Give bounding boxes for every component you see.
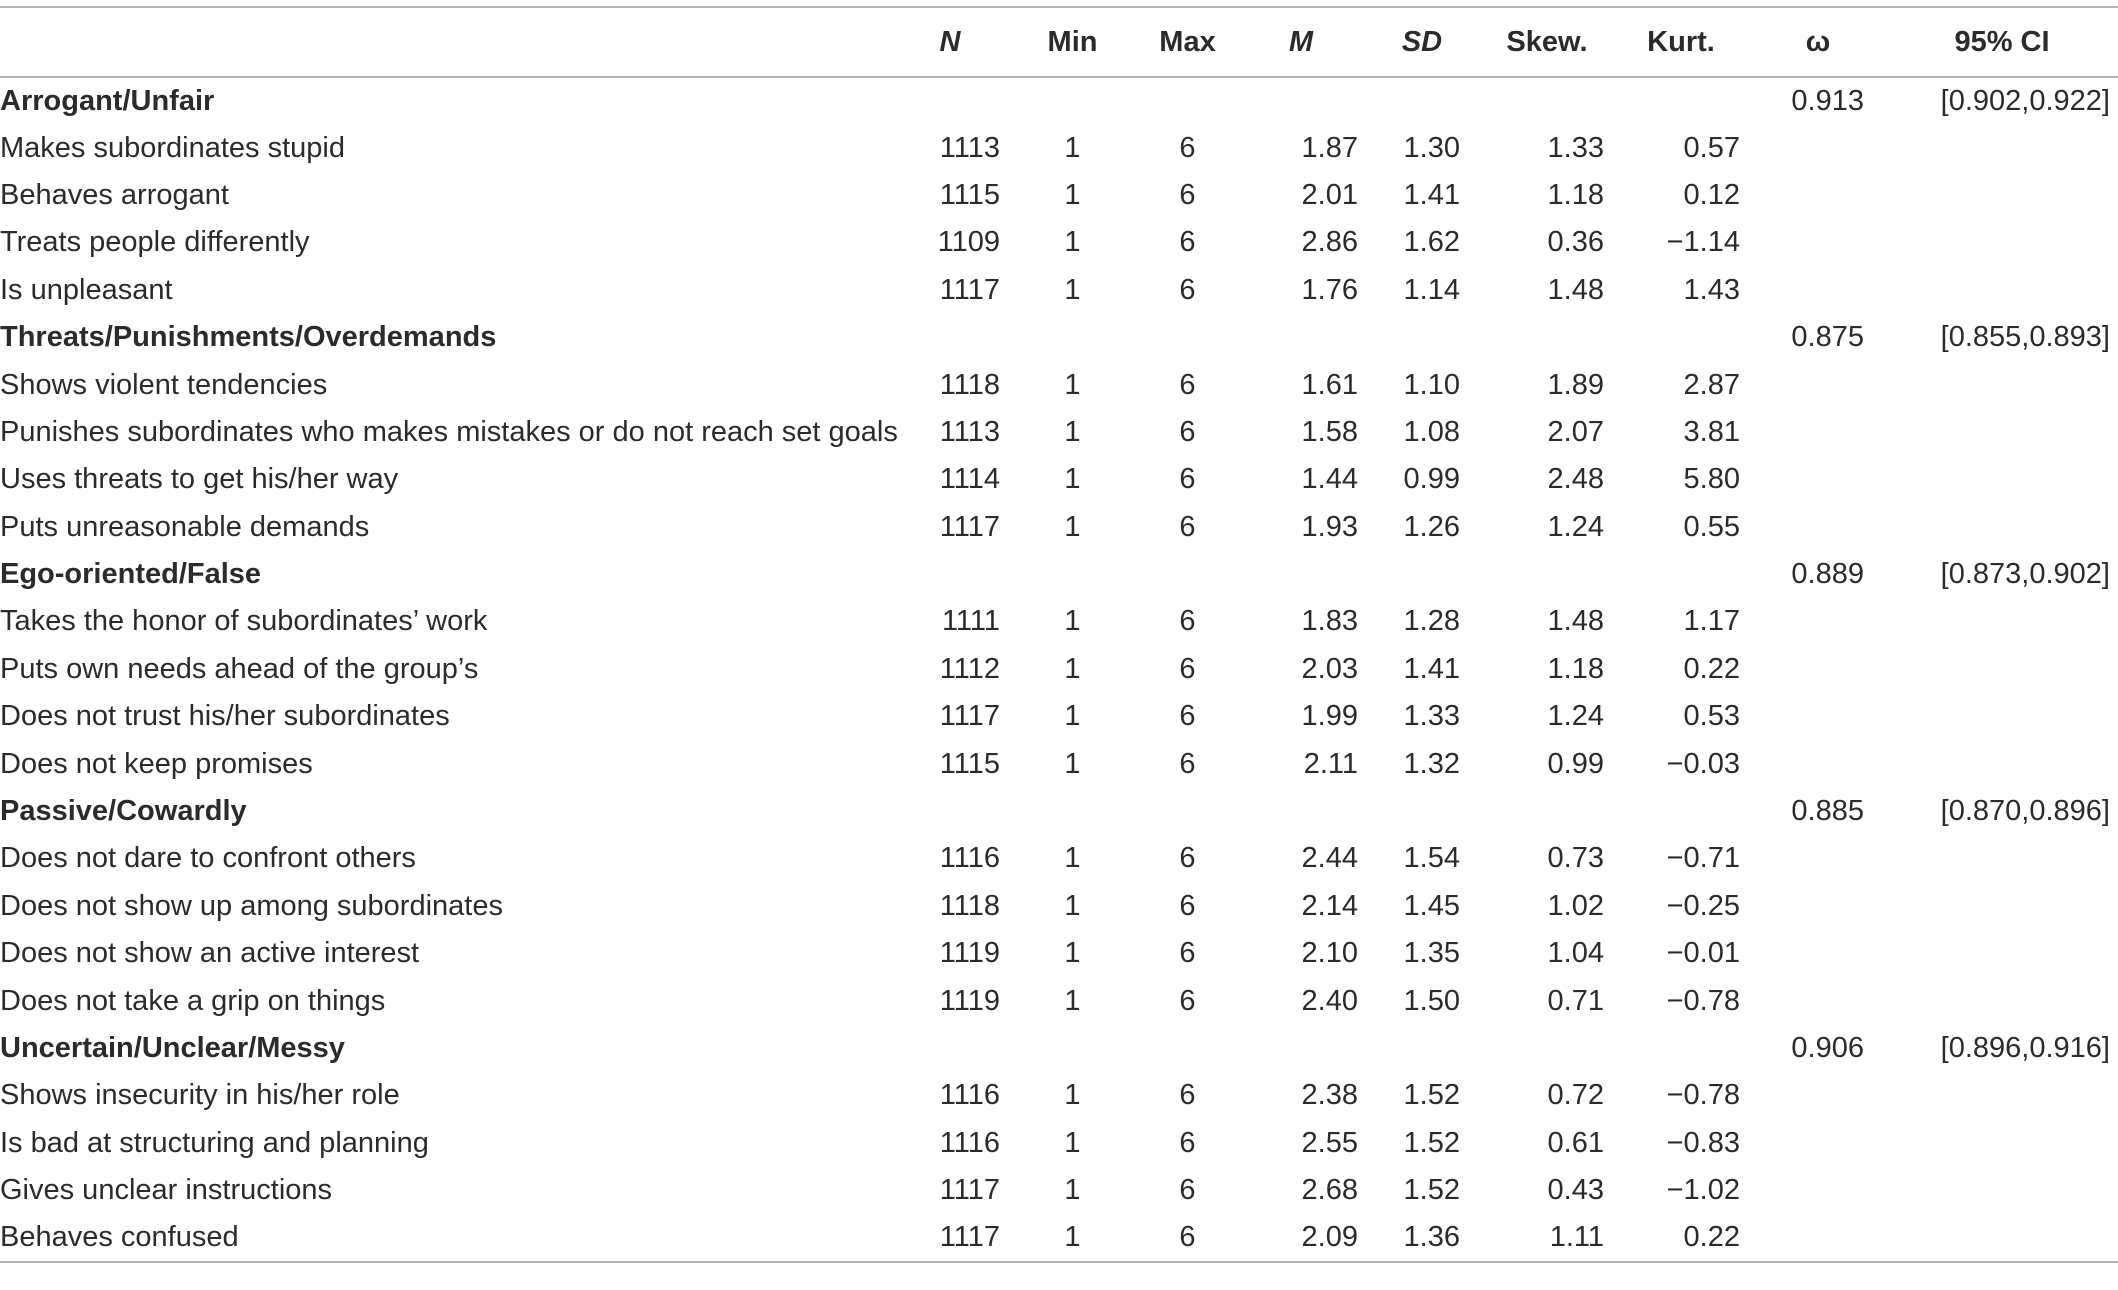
item-label: Makes subordinates stupid bbox=[0, 131, 345, 164]
cell-kurt: −1.02 bbox=[1666, 1174, 1740, 1207]
empty-cell bbox=[1482, 1025, 1612, 1072]
cell-m: 2.14 bbox=[1301, 889, 1358, 922]
header-omega: ω bbox=[1750, 7, 1886, 77]
empty-cell bbox=[1750, 740, 1886, 787]
empty-cell bbox=[1010, 1025, 1135, 1072]
table-row bbox=[0, 1072, 2118, 1119]
empty-cell bbox=[1886, 646, 2118, 693]
cell-kurt: 3.81 bbox=[1683, 415, 1740, 448]
cell-kurt: −0.83 bbox=[1666, 1126, 1740, 1159]
empty-cell bbox=[1886, 977, 2118, 1024]
cell-min: 1 bbox=[1064, 1174, 1081, 1207]
empty-cell bbox=[1135, 551, 1240, 598]
empty-cell bbox=[1886, 930, 2118, 977]
table-row bbox=[0, 977, 2118, 1024]
cell-max: 6 bbox=[1179, 178, 1196, 211]
cell-n: 1111 bbox=[941, 605, 1000, 638]
empty-cell bbox=[1886, 740, 2118, 787]
empty-cell bbox=[1362, 314, 1482, 361]
table-row bbox=[0, 1214, 2118, 1261]
cell-sd: 1.52 bbox=[1403, 1174, 1460, 1207]
cell-max: 6 bbox=[1179, 1174, 1196, 1207]
empty-cell bbox=[1886, 1072, 2118, 1119]
table-row bbox=[0, 883, 2118, 930]
cell-max: 6 bbox=[1179, 747, 1196, 780]
empty-cell bbox=[1750, 977, 1886, 1024]
table-row bbox=[0, 740, 2118, 787]
cell-n: 1118 bbox=[939, 368, 1000, 401]
cell-sd: 1.30 bbox=[1403, 131, 1460, 164]
cell-m: 1.93 bbox=[1301, 510, 1358, 543]
cell-min: 1 bbox=[1064, 937, 1081, 970]
item-label: Puts own needs ahead of the group’s bbox=[0, 652, 479, 685]
empty-cell bbox=[1362, 788, 1482, 835]
cell-skew: 1.24 bbox=[1547, 510, 1604, 543]
group-name: Passive/Cowardly bbox=[0, 795, 247, 828]
cell-m: 2.11 bbox=[1303, 747, 1358, 780]
empty-cell bbox=[1750, 409, 1886, 456]
cell-kurt: −0.03 bbox=[1666, 747, 1740, 780]
cell-kurt: 0.57 bbox=[1683, 131, 1740, 164]
table-row bbox=[0, 124, 2118, 171]
cell-max: 6 bbox=[1179, 700, 1196, 733]
cell-min: 1 bbox=[1064, 178, 1081, 211]
empty-cell bbox=[1482, 551, 1612, 598]
cell-m: 2.09 bbox=[1240, 1214, 1362, 1261]
header-label bbox=[0, 7, 890, 77]
table-row bbox=[0, 504, 2118, 551]
item-label: Behaves arrogant bbox=[0, 178, 229, 211]
item-label: Puts unreasonable demands bbox=[0, 510, 370, 543]
cell-kurt: 0.55 bbox=[1683, 510, 1740, 543]
cell-min: 1 bbox=[1064, 700, 1081, 733]
empty-cell bbox=[1886, 835, 2118, 882]
cell-sd: 1.36 bbox=[1362, 1214, 1482, 1261]
cell-m: 2.10 bbox=[1301, 937, 1358, 970]
empty-cell bbox=[1886, 172, 2118, 219]
header-row bbox=[0, 7, 2118, 77]
item-label: Punishes subordinates who makes mistakes or do not reach set goals bbox=[0, 415, 898, 448]
cell-n: 1117 bbox=[939, 273, 1000, 306]
cell-max: 6 bbox=[1179, 984, 1196, 1017]
cell-max: 6 bbox=[1179, 842, 1196, 875]
cell-n: 1116 bbox=[939, 842, 1000, 875]
empty-cell bbox=[1886, 361, 2118, 408]
group-name: Threats/Punishments/Overdemands bbox=[0, 321, 497, 354]
cell-m: 2.68 bbox=[1301, 1174, 1358, 1207]
cell-skew: 1.11 bbox=[1482, 1214, 1612, 1261]
cell-m: 2.38 bbox=[1301, 1079, 1358, 1112]
cell-sd: 1.33 bbox=[1403, 700, 1460, 733]
cell-n: 1116 bbox=[939, 1126, 1000, 1159]
table-row bbox=[0, 456, 2118, 503]
item-label: Treats people differently bbox=[0, 226, 310, 259]
cell-m: 1.76 bbox=[1301, 273, 1358, 306]
header-ci: 95% CI bbox=[1886, 7, 2118, 77]
cell-sd: 0.99 bbox=[1403, 463, 1460, 496]
cell-sd: 1.41 bbox=[1403, 652, 1460, 685]
empty-cell bbox=[1750, 267, 1886, 314]
cell-n: 1118 bbox=[939, 889, 1000, 922]
cell-sd: 1.26 bbox=[1403, 510, 1460, 543]
cell-kurt: −0.78 bbox=[1666, 1079, 1740, 1112]
empty-cell bbox=[1886, 1167, 2118, 1214]
cell-kurt: 2.87 bbox=[1683, 368, 1740, 401]
empty-cell bbox=[1240, 788, 1362, 835]
empty-cell bbox=[1240, 314, 1362, 361]
cell-m: 2.03 bbox=[1301, 652, 1358, 685]
cell-sd: 1.50 bbox=[1403, 984, 1460, 1017]
cell-max: 6 bbox=[1179, 1126, 1196, 1159]
cell-min: 1 bbox=[1064, 463, 1081, 496]
header-skew: Skew. bbox=[1482, 7, 1612, 77]
empty-cell bbox=[890, 788, 1010, 835]
item-label: Shows violent tendencies bbox=[0, 368, 328, 401]
cell-max: 6 bbox=[1179, 226, 1196, 259]
empty-cell bbox=[1135, 314, 1240, 361]
table-row bbox=[0, 267, 2118, 314]
empty-cell bbox=[1010, 788, 1135, 835]
empty-cell bbox=[1362, 551, 1482, 598]
group-ci: [0.902,0.922] bbox=[1940, 84, 2110, 117]
empty-cell bbox=[1750, 598, 1886, 645]
empty-cell bbox=[1886, 1120, 2118, 1167]
item-label: Is unpleasant bbox=[0, 273, 173, 306]
cell-skew: 2.48 bbox=[1547, 463, 1604, 496]
cell-sd: 1.52 bbox=[1403, 1079, 1460, 1112]
cell-skew: 0.72 bbox=[1547, 1079, 1604, 1112]
cell-sd: 1.41 bbox=[1403, 178, 1460, 211]
cell-m: 1.87 bbox=[1301, 131, 1358, 164]
cell-sd: 1.35 bbox=[1403, 937, 1460, 970]
table-row bbox=[0, 172, 2118, 219]
cell-n: 1109 bbox=[937, 226, 1000, 259]
cell-m: 1.99 bbox=[1301, 700, 1358, 733]
cell-min: 1 bbox=[1064, 889, 1081, 922]
cell-sd: 1.28 bbox=[1403, 605, 1460, 638]
cell-max: 6 bbox=[1135, 1214, 1240, 1261]
table-row bbox=[0, 1167, 2118, 1214]
table-header bbox=[0, 7, 2118, 77]
cell-kurt: 0.22 bbox=[1612, 1214, 1750, 1261]
cell-m: 1.61 bbox=[1301, 368, 1358, 401]
cell-max: 6 bbox=[1179, 1079, 1196, 1112]
cell-sd: 1.14 bbox=[1403, 273, 1460, 306]
cell-skew: 0.61 bbox=[1547, 1126, 1604, 1159]
group-name: Ego-oriented/False bbox=[0, 558, 262, 591]
empty-cell bbox=[1886, 504, 2118, 551]
cell-sd: 1.54 bbox=[1403, 842, 1460, 875]
cell-min: 1 bbox=[1064, 652, 1081, 685]
empty-cell bbox=[1362, 1025, 1482, 1072]
empty-cell bbox=[1750, 693, 1886, 740]
cell-min: 1 bbox=[1064, 273, 1081, 306]
group-ci: [0.896,0.916] bbox=[1940, 1032, 2110, 1064]
empty-cell bbox=[1010, 77, 1135, 124]
cell-skew: 1.48 bbox=[1547, 605, 1604, 638]
cell-n: 1117 bbox=[939, 510, 1000, 543]
cell-min: 1 bbox=[1064, 510, 1081, 543]
empty-cell bbox=[1750, 504, 1886, 551]
item-label: Shows insecurity in his/her role bbox=[0, 1079, 400, 1112]
cell-min: 1 bbox=[1064, 984, 1081, 1017]
empty-cell bbox=[1886, 456, 2118, 503]
table-row bbox=[0, 409, 2118, 456]
group-omega: 0.913 bbox=[1791, 84, 1864, 117]
cell-max: 6 bbox=[1179, 937, 1196, 970]
empty-cell bbox=[1886, 1214, 2118, 1261]
item-label: Does not take a grip on things bbox=[0, 984, 386, 1017]
cell-skew: 2.07 bbox=[1547, 415, 1604, 448]
table-body bbox=[0, 77, 2118, 1262]
item-label: Does not trust his/her subordinates bbox=[0, 700, 450, 733]
cell-skew: 0.36 bbox=[1547, 226, 1604, 259]
header-sd: SD bbox=[1362, 7, 1482, 77]
header-min: Min bbox=[1010, 7, 1135, 77]
cell-skew: 1.04 bbox=[1547, 937, 1604, 970]
cell-kurt: −0.71 bbox=[1666, 842, 1740, 875]
cell-min: 1 bbox=[1064, 1079, 1081, 1112]
cell-min: 1 bbox=[1064, 842, 1081, 875]
cell-min: 1 bbox=[1010, 1214, 1135, 1261]
table-row bbox=[0, 1120, 2118, 1167]
header-kurt: Kurt. bbox=[1612, 7, 1750, 77]
empty-cell bbox=[1750, 835, 1886, 882]
empty-cell bbox=[890, 1025, 1010, 1072]
cell-n: 1116 bbox=[939, 1079, 1000, 1112]
cell-skew: 1.18 bbox=[1547, 652, 1604, 685]
cell-sd: 1.62 bbox=[1403, 226, 1460, 259]
empty-cell bbox=[1750, 219, 1886, 266]
cell-m: 2.86 bbox=[1301, 226, 1358, 259]
cell-n: 1112 bbox=[939, 652, 1000, 685]
cell-m: 1.44 bbox=[1301, 463, 1358, 496]
empty-cell bbox=[890, 551, 1010, 598]
group-omega: 0.875 bbox=[1791, 321, 1864, 354]
cell-kurt: 0.53 bbox=[1683, 700, 1740, 733]
cell-n: 1119 bbox=[939, 937, 1000, 970]
empty-cell bbox=[1135, 1025, 1240, 1072]
group-ci: [0.870,0.896] bbox=[1940, 795, 2110, 828]
cell-min: 1 bbox=[1064, 226, 1081, 259]
cell-m: 2.40 bbox=[1301, 984, 1358, 1017]
cell-max: 6 bbox=[1179, 605, 1196, 638]
empty-cell bbox=[1240, 77, 1362, 124]
cell-n: 1117 bbox=[939, 1174, 1000, 1207]
empty-cell bbox=[1612, 77, 1750, 124]
empty-cell bbox=[1886, 409, 2118, 456]
cell-kurt: −0.78 bbox=[1666, 984, 1740, 1017]
empty-cell bbox=[1750, 361, 1886, 408]
header-m: M bbox=[1240, 7, 1362, 77]
group-omega: 0.885 bbox=[1791, 795, 1864, 828]
empty-cell bbox=[1482, 314, 1612, 361]
cell-kurt: −0.25 bbox=[1666, 889, 1740, 922]
cell-sd: 1.08 bbox=[1403, 415, 1460, 448]
cell-m: 2.44 bbox=[1301, 842, 1358, 875]
cell-min: 1 bbox=[1064, 605, 1081, 638]
empty-cell bbox=[1482, 788, 1612, 835]
cell-kurt: −0.01 bbox=[1666, 937, 1740, 970]
cell-skew: 1.18 bbox=[1547, 178, 1604, 211]
cell-min: 1 bbox=[1064, 368, 1081, 401]
cell-max: 6 bbox=[1179, 415, 1196, 448]
cell-min: 1 bbox=[1064, 747, 1081, 780]
empty-cell bbox=[1750, 930, 1886, 977]
cell-skew: 1.48 bbox=[1547, 273, 1604, 306]
cell-n: 1113 bbox=[939, 131, 1000, 164]
empty-cell bbox=[890, 77, 1010, 124]
table-row bbox=[0, 835, 2118, 882]
table-row bbox=[0, 598, 2118, 645]
cell-skew: 0.43 bbox=[1547, 1174, 1604, 1207]
cell-m: 2.01 bbox=[1301, 178, 1358, 211]
empty-cell bbox=[1750, 883, 1886, 930]
header-n: N bbox=[890, 7, 1010, 77]
empty-cell bbox=[1886, 124, 2118, 171]
item-label: Does not keep promises bbox=[0, 747, 313, 780]
cell-skew: 1.89 bbox=[1547, 368, 1604, 401]
group-header-row bbox=[0, 77, 2118, 124]
cell-max: 6 bbox=[1179, 368, 1196, 401]
cell-min: 1 bbox=[1064, 415, 1081, 448]
group-header-row bbox=[0, 314, 2118, 361]
cell-min: 1 bbox=[1064, 131, 1081, 164]
cell-sd: 1.45 bbox=[1403, 889, 1460, 922]
cell-max: 6 bbox=[1179, 131, 1196, 164]
item-label: Does not show an active interest bbox=[0, 937, 420, 970]
table-row bbox=[0, 646, 2118, 693]
cell-skew: 1.33 bbox=[1547, 131, 1604, 164]
empty-cell bbox=[1750, 124, 1886, 171]
group-header-row bbox=[0, 551, 2118, 598]
cell-skew: 0.73 bbox=[1547, 842, 1604, 875]
cell-m: 1.58 bbox=[1301, 415, 1358, 448]
cell-kurt: 5.80 bbox=[1683, 463, 1740, 496]
table-row bbox=[0, 930, 2118, 977]
empty-cell bbox=[1750, 646, 1886, 693]
cell-n: 1115 bbox=[939, 747, 1000, 780]
item-label: Takes the honor of subordinates’ work bbox=[0, 605, 488, 638]
cell-m: 1.83 bbox=[1301, 605, 1358, 638]
empty-cell bbox=[1750, 1120, 1886, 1167]
cell-n: 1117 bbox=[939, 700, 1000, 733]
cell-n: 1115 bbox=[939, 178, 1000, 211]
empty-cell bbox=[1135, 788, 1240, 835]
empty-cell bbox=[1886, 219, 2118, 266]
cell-sd: 1.32 bbox=[1403, 747, 1460, 780]
empty-cell bbox=[890, 314, 1010, 361]
cell-skew: 0.99 bbox=[1547, 747, 1604, 780]
cell-kurt: 0.22 bbox=[1683, 652, 1740, 685]
table-row bbox=[0, 361, 2118, 408]
empty-cell bbox=[1362, 77, 1482, 124]
cell-max: 6 bbox=[1179, 510, 1196, 543]
empty-cell bbox=[1612, 314, 1750, 361]
item-label: Gives unclear instructions bbox=[0, 1174, 333, 1207]
empty-cell bbox=[1750, 1072, 1886, 1119]
cell-max: 6 bbox=[1179, 463, 1196, 496]
item-label: Does not dare to confront others bbox=[0, 842, 416, 875]
empty-cell bbox=[1750, 172, 1886, 219]
cell-n: 1113 bbox=[939, 415, 1000, 448]
group-omega: 0.906 bbox=[1791, 1032, 1864, 1064]
descriptive-statistics-table bbox=[0, 6, 2118, 1263]
empty-cell bbox=[1240, 551, 1362, 598]
cell-min: 1 bbox=[1064, 1126, 1081, 1159]
cell-sd: 1.10 bbox=[1403, 368, 1460, 401]
cell-max: 6 bbox=[1179, 889, 1196, 922]
empty-cell bbox=[1010, 314, 1135, 361]
item-label: Is bad at structuring and planning bbox=[0, 1126, 429, 1159]
empty-cell bbox=[1612, 1025, 1750, 1072]
group-ci: [0.873,0.902] bbox=[1940, 558, 2110, 591]
cell-m: 2.55 bbox=[1301, 1126, 1358, 1159]
empty-cell bbox=[1886, 598, 2118, 645]
cell-kurt: 0.12 bbox=[1683, 178, 1740, 211]
empty-cell bbox=[1240, 1025, 1362, 1072]
empty-cell bbox=[1482, 77, 1612, 124]
cell-max: 6 bbox=[1179, 273, 1196, 306]
cell-skew: 1.24 bbox=[1547, 700, 1604, 733]
cell-kurt: 1.43 bbox=[1683, 273, 1740, 306]
group-header-row bbox=[0, 1025, 2118, 1072]
item-label: Does not show up among subordinates bbox=[0, 889, 503, 922]
empty-cell bbox=[1886, 267, 2118, 314]
group-ci: [0.855,0.893] bbox=[1940, 321, 2110, 354]
item-label: Behaves confused bbox=[0, 1214, 890, 1261]
cell-max: 6 bbox=[1179, 652, 1196, 685]
header-max: Max bbox=[1135, 7, 1240, 77]
empty-cell bbox=[1750, 1214, 1886, 1261]
cell-n: 1117 bbox=[890, 1214, 1010, 1261]
empty-cell bbox=[1886, 883, 2118, 930]
group-name: Arrogant/Unfair bbox=[0, 84, 215, 117]
empty-cell bbox=[1135, 77, 1240, 124]
item-label: Uses threats to get his/her way bbox=[0, 463, 399, 496]
cell-sd: 1.52 bbox=[1403, 1126, 1460, 1159]
group-name: Uncertain/Unclear/Messy bbox=[0, 1032, 345, 1064]
empty-cell bbox=[1612, 551, 1750, 598]
group-omega: 0.889 bbox=[1791, 558, 1864, 591]
cell-n: 1119 bbox=[939, 984, 1000, 1017]
cell-skew: 1.02 bbox=[1547, 889, 1604, 922]
cell-kurt: −1.14 bbox=[1666, 226, 1740, 259]
empty-cell bbox=[1750, 456, 1886, 503]
group-header-row bbox=[0, 788, 2118, 835]
empty-cell bbox=[1010, 551, 1135, 598]
empty-cell bbox=[1612, 788, 1750, 835]
cell-skew: 0.71 bbox=[1547, 984, 1604, 1017]
empty-cell bbox=[1886, 693, 2118, 740]
cell-n: 1114 bbox=[939, 463, 1000, 496]
table-row bbox=[0, 219, 2118, 266]
cell-kurt: 1.17 bbox=[1683, 605, 1740, 638]
empty-cell bbox=[1750, 1167, 1886, 1214]
table-row bbox=[0, 693, 2118, 740]
